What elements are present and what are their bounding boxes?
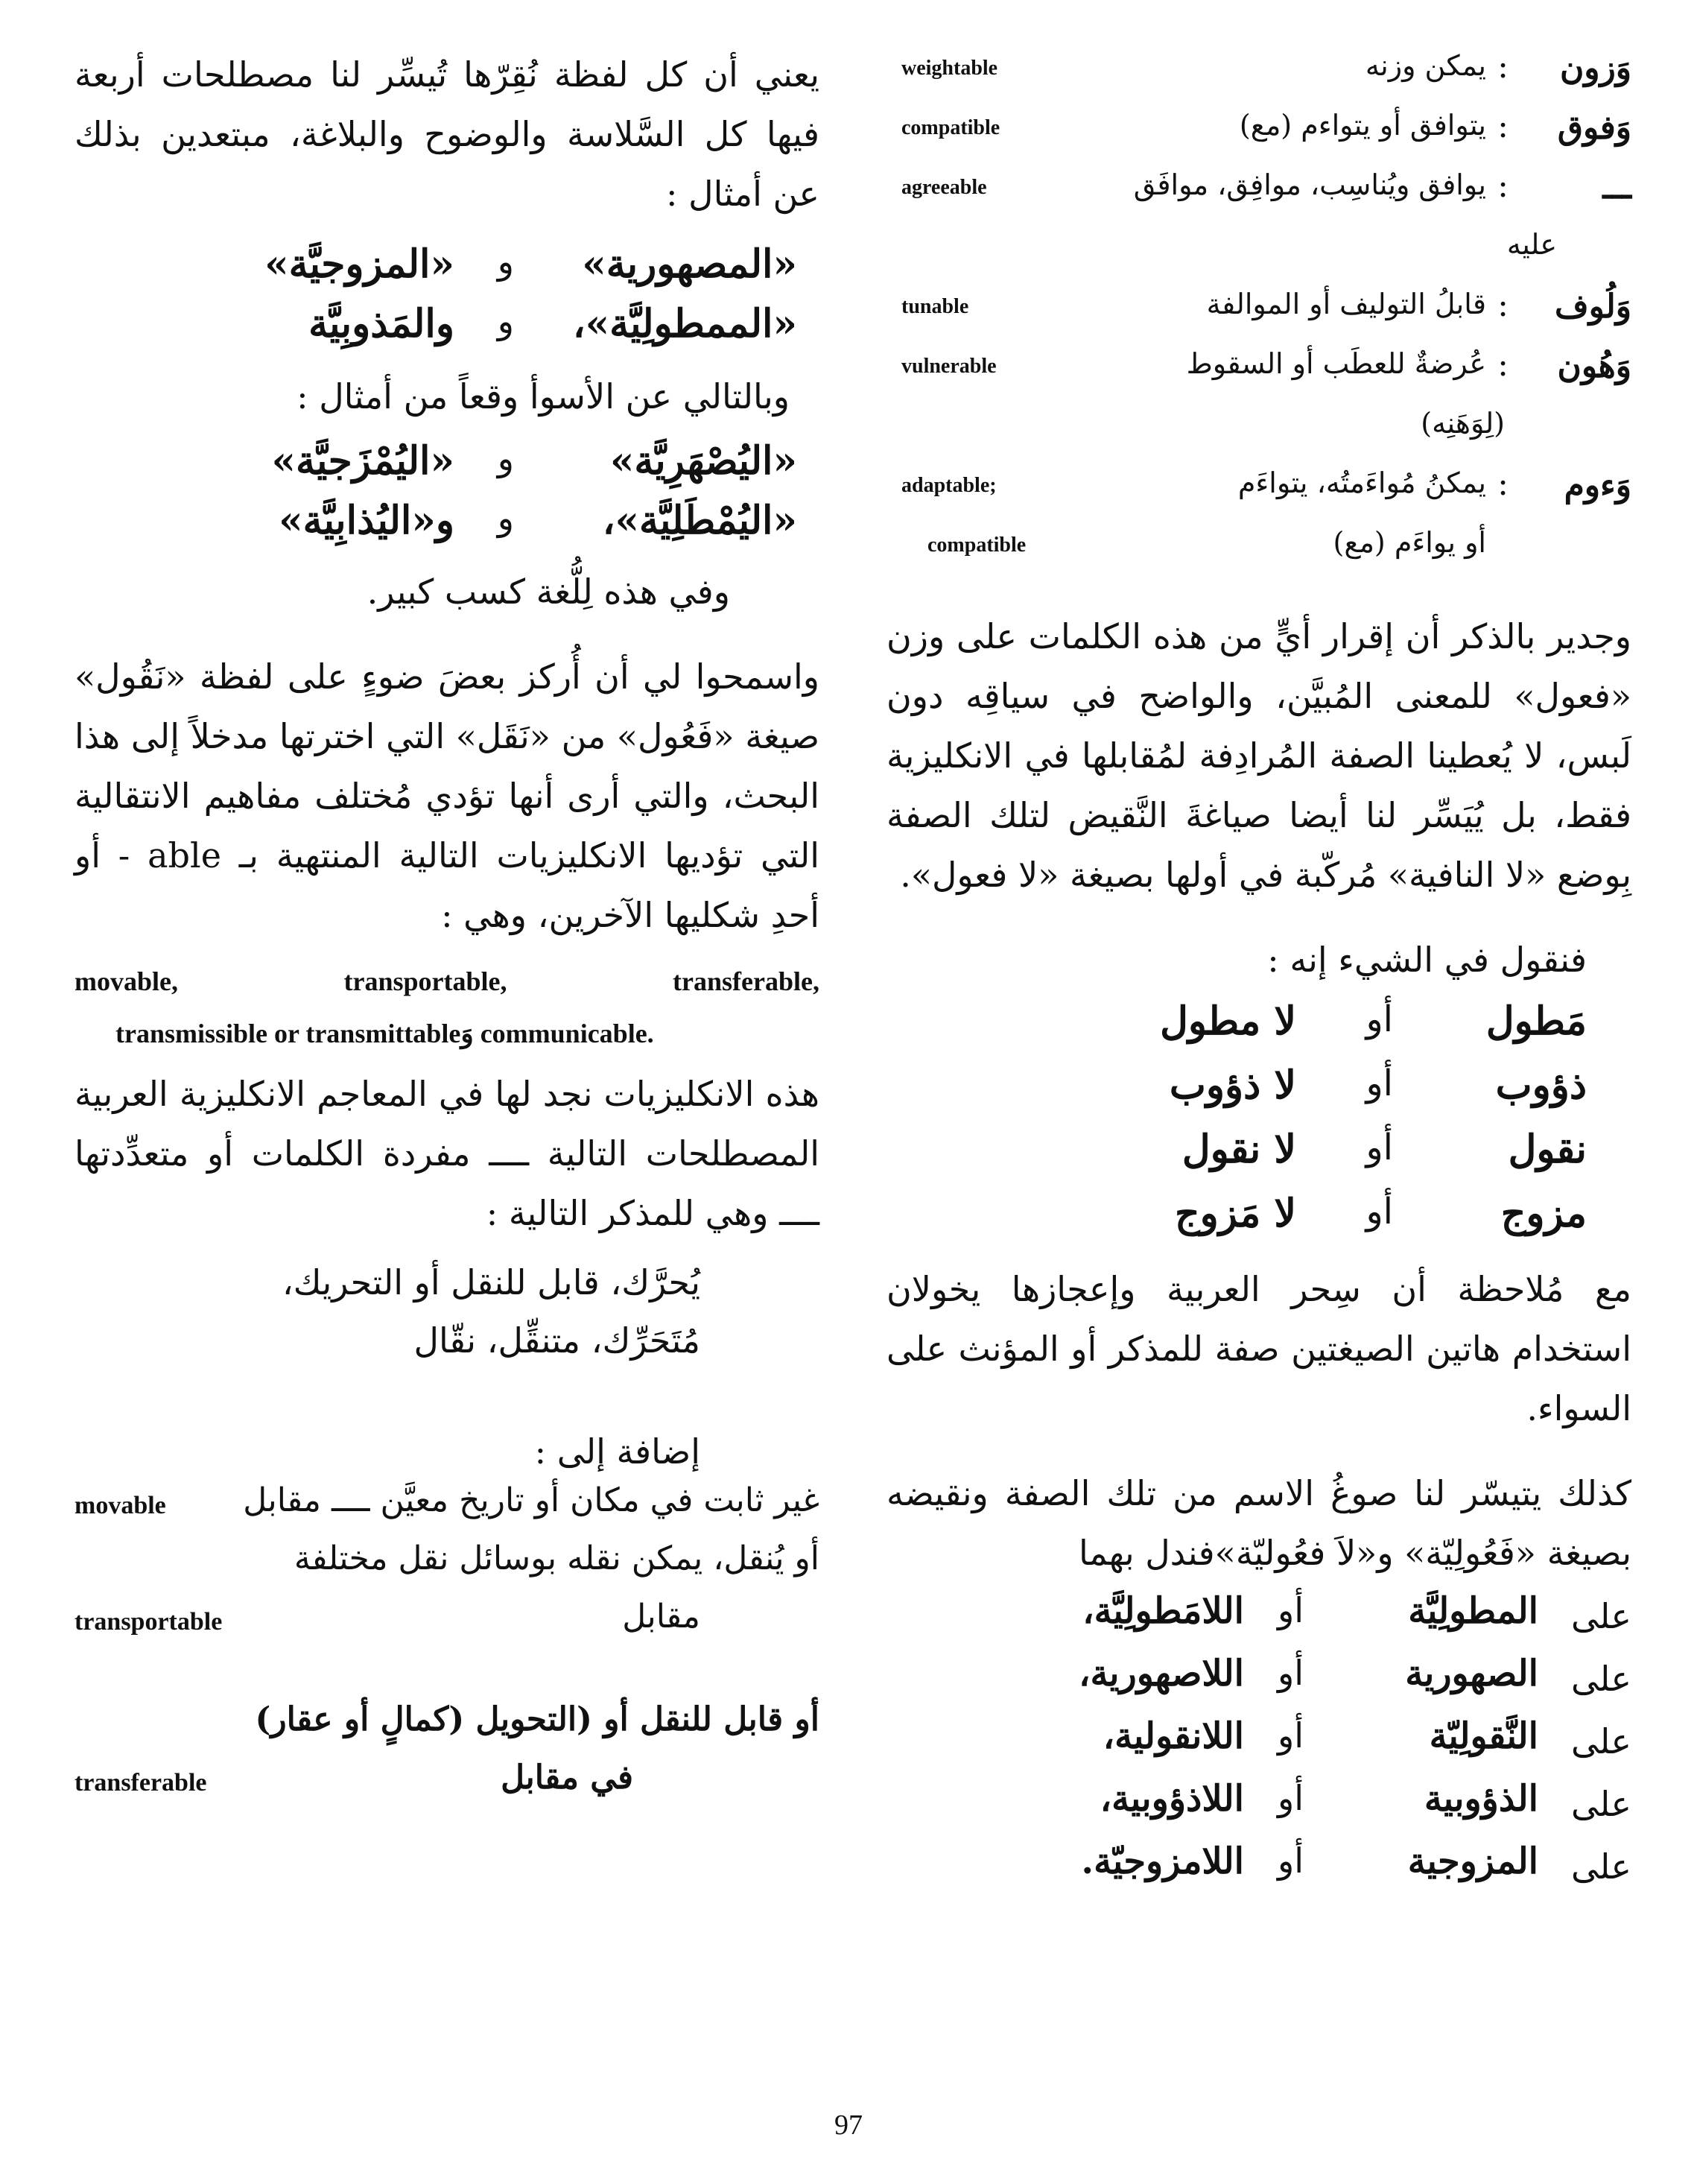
glossary-entry: [886, 45, 1631, 104]
negated-form: لا ذؤوب: [1169, 1063, 1296, 1108]
headword: وَزون: [1559, 49, 1631, 87]
word-line: [74, 955, 819, 1007]
pair-second: «الممطولِيَّة»،: [572, 301, 797, 346]
colon: :: [1497, 286, 1509, 324]
preposition: على: [1570, 1784, 1631, 1824]
english-term: agreeable: [901, 176, 987, 199]
preposition: على: [1570, 1659, 1631, 1699]
section-heading: إضافة إلى :: [534, 1431, 700, 1472]
pair-first: و«اليُذابِيَّة»: [279, 498, 454, 543]
negated-noun: اللامَطولِيَّة،: [1082, 1590, 1244, 1632]
arabic-definition: أو يُنقل، يمكن نقله بوسائل نقل مختلفة: [294, 1539, 819, 1577]
glossary-entry: [886, 164, 1631, 224]
glossary-continuation: [886, 224, 1631, 283]
negated-form: لا مَزوج: [1175, 1191, 1296, 1236]
english-term: vulnerable: [901, 355, 997, 378]
definition-continuation: أو يواءَم (مع): [1333, 526, 1486, 559]
pair-second: «اليُصْهَرِيَّة»: [609, 438, 797, 484]
pair-second: «المصهورية»: [582, 241, 797, 287]
english-term: adaptable;: [901, 474, 997, 497]
colon: :: [1497, 465, 1509, 503]
colon: :: [1497, 167, 1509, 205]
noun-form: الذؤوبية: [1424, 1778, 1538, 1820]
english-term: tunable: [901, 295, 969, 318]
pair-row: [74, 241, 819, 301]
conjunction: و: [497, 241, 514, 282]
english-word: transportable,: [343, 966, 507, 996]
english-term: compatible: [927, 534, 1027, 557]
definition: يوافق ويُناسِب، موافِق، موافَق: [1133, 168, 1486, 201]
glossary: [886, 45, 1631, 581]
headword: وَهُون: [1557, 347, 1631, 385]
ala-table: [886, 1590, 1631, 1903]
forms-table: [886, 998, 1631, 1255]
preposition: على: [1570, 1596, 1631, 1636]
paragraph: مع مُلاحظة أن سِحر العربية وإعجازها يخولان استخدام هاتين الصيغتين صفة للمذكر أو المؤنث على السواء.: [886, 1269, 1631, 1428]
english-word: movable,: [74, 966, 178, 996]
right-column: [886, 45, 1631, 1903]
pair-first: «المزوجيَّة»: [264, 241, 454, 287]
form: مزوج: [1500, 1191, 1587, 1236]
forms-row: [886, 1063, 1631, 1127]
form: نقول: [1508, 1127, 1587, 1172]
colon: :: [1497, 48, 1509, 86]
arabic-definition: مقابل: [622, 1598, 700, 1636]
definition: يمكنُ مُواءَمتُه، يتواءَم: [1237, 466, 1486, 499]
negated-noun: اللامزوجيّة.: [1081, 1840, 1244, 1882]
english-term: movable: [74, 1492, 166, 1519]
english-word-list: [74, 955, 819, 1060]
negated-form: لا مطول: [1160, 998, 1296, 1044]
ala-row: [886, 1778, 1631, 1840]
form: مَطول: [1485, 998, 1587, 1044]
pairs-list: [74, 438, 819, 557]
paragraph: يعني أن كل لفظة نُقِرّها تُيسِّر لنا مصطلحات أربعة فيها كل السَّلاسة والوضوح والبلاغة، مبتعدين بذلك عن أمثال :: [74, 54, 819, 214]
glossary-continuation: [886, 522, 1631, 581]
paragraph: فنقول في الشيء إنه :: [1267, 940, 1587, 980]
headword: ـــ: [1602, 168, 1631, 206]
noun-form: المطولِيَّة: [1408, 1590, 1538, 1632]
definition-line: [74, 1598, 819, 1656]
pair-row: [74, 498, 819, 557]
paragraph: وبالتالي عن الأسوأ وقعاً من أمثال :: [296, 376, 790, 417]
or-word: أو: [1365, 998, 1393, 1040]
paragraph: وجدير بالذكر أن إقرار أيٍّ من هذه الكلمات على وزن «فعول» للمعنى المُبيَّن، والواضح في سياقِه دون لَبس، لا يُعطينا الصفة المُرادِفة لمُقابلها في الانكليزية فقط، بل يُيَسِّر لنا أيضا صياغةَ النَّقيض لتلك الصفة بِوضع «لا النافية» مُركّبة في أولها بصيغة «لا فعول».: [886, 616, 1631, 895]
definition-continuation: (لِوَهَنِه): [1421, 407, 1505, 440]
pair-row: [74, 438, 819, 498]
noun-form: الصهورية: [1405, 1653, 1538, 1694]
verb-line: مُتَحَرِّك، متنقِّل، نقّال: [413, 1320, 700, 1361]
english-term: compatible: [901, 116, 1000, 139]
glossary-entry: [886, 283, 1631, 343]
forms-row: [886, 1127, 1631, 1191]
glossary-entry: [886, 462, 1631, 522]
conjunction: و: [497, 301, 514, 341]
or-word: أو: [1365, 1063, 1393, 1104]
pair-first: والمَذوبِيَّة: [308, 301, 454, 346]
ala-row: [886, 1653, 1631, 1715]
english-term: transportable: [74, 1608, 223, 1636]
verb-line: يُحرَّك، قابل للنقل أو التحريك،: [282, 1262, 700, 1303]
arabic-definition: غير ثابت في مكان أو تاريخ معيَّن ــــ مقابل: [243, 1481, 819, 1519]
colon: :: [1497, 346, 1509, 384]
headword: وَلُوف: [1555, 288, 1631, 326]
english-term: transferable: [74, 1769, 207, 1797]
forms-row: [886, 1191, 1631, 1255]
ala-row: [886, 1840, 1631, 1903]
page-number: 97: [834, 2109, 863, 2141]
headword: وَفوق: [1557, 109, 1631, 147]
negated-form: لا نقول: [1181, 1127, 1296, 1172]
definition: عُرضةٌ للعطَب أو السقوط: [1186, 347, 1486, 380]
pairs-list: [74, 241, 819, 361]
form: ذؤوب: [1495, 1063, 1587, 1108]
arabic-definition: أو قابل للنقل أو (التحويل (كمالٍ أو عقار): [255, 1700, 819, 1738]
paragraph: وفي هذه لِلُّغة كسب كبير.: [367, 572, 730, 612]
definition-block: [74, 1481, 819, 1817]
definition: يتوافق أو يتواءم (مع): [1239, 109, 1486, 142]
english-word: transferable,: [673, 966, 819, 996]
word-line: transmissible or transmittableوَ communicable.: [115, 1019, 654, 1048]
definition-line: [74, 1759, 819, 1817]
or-word: أو: [1278, 1778, 1304, 1818]
definition: قابلُ التوليف أو الموالفة: [1206, 288, 1486, 320]
or-word: أو: [1365, 1191, 1393, 1232]
conjunction: و: [497, 498, 514, 538]
pair-second: «اليُمْطَلِيَّة»،: [602, 498, 797, 543]
headword: وَءوم: [1564, 466, 1631, 504]
pair-first: «اليُمْزَجيَّة»: [271, 438, 454, 484]
definition-line: [74, 1539, 819, 1598]
definition-continuation: عليه: [1506, 228, 1557, 261]
noun-form: المزوجية: [1407, 1840, 1538, 1882]
paragraph: هذه الانكليزيات نجد لها في المعاجم الانكليزية العربية المصطلحات التالية ــــ مفردة الكلمات أو متعدِّدتها ــــ وهي للمذكر التالية :: [74, 1074, 819, 1233]
ala-row: [886, 1715, 1631, 1778]
glossary-entry: [886, 343, 1631, 402]
ala-row: [886, 1590, 1631, 1653]
definition-line: [74, 1481, 819, 1539]
forms-row: [886, 998, 1631, 1063]
glossary-entry: [886, 104, 1631, 164]
arabic-definition: في مقابل: [501, 1759, 633, 1797]
noun-form: النَّقولِيّة: [1429, 1715, 1538, 1757]
or-word: أو: [1365, 1127, 1393, 1168]
colon: :: [1497, 107, 1509, 145]
conjunction: و: [497, 438, 514, 478]
english-term: weightable: [901, 57, 998, 80]
definition-line: [74, 1700, 819, 1759]
negated-noun: اللاذؤوبية،: [1100, 1778, 1244, 1820]
or-word: أو: [1278, 1840, 1304, 1881]
glossary-continuation: [886, 402, 1631, 462]
preposition: على: [1570, 1846, 1631, 1887]
definition: يمكن وزنه: [1365, 49, 1486, 82]
pair-row: [74, 301, 819, 361]
paragraph: واسمحوا لي أن أُركز بعضَ ضوءٍ على لفظة «نَقُول» صيغة «فَعُول» من «نَقَل» التي اخترتها مدخلاً إلى هذا البحث، والتي أرى أنها تؤدي مُختلف مفاهيم الانتقالية التي تؤديها الانكليزيات التالية المنتهية بـ able - أو أحدِ شكليها الآخرين، وهي :: [74, 656, 819, 935]
or-word: أو: [1278, 1715, 1304, 1756]
or-word: أو: [1278, 1590, 1304, 1630]
negated-noun: اللاصهورية،: [1078, 1653, 1244, 1694]
paragraph: كذلك يتيسّر لنا صوغُ الاسم من تلك الصفة ونقيضه بصيغة «فَعُولِيّة» و«لاَ فعُوليّة»فندل بهما: [886, 1473, 1631, 1573]
preposition: على: [1570, 1721, 1631, 1762]
verb-list: [74, 1253, 819, 1370]
left-column: [74, 45, 819, 1817]
or-word: أو: [1278, 1653, 1304, 1693]
negated-noun: اللانقولية،: [1103, 1715, 1244, 1757]
